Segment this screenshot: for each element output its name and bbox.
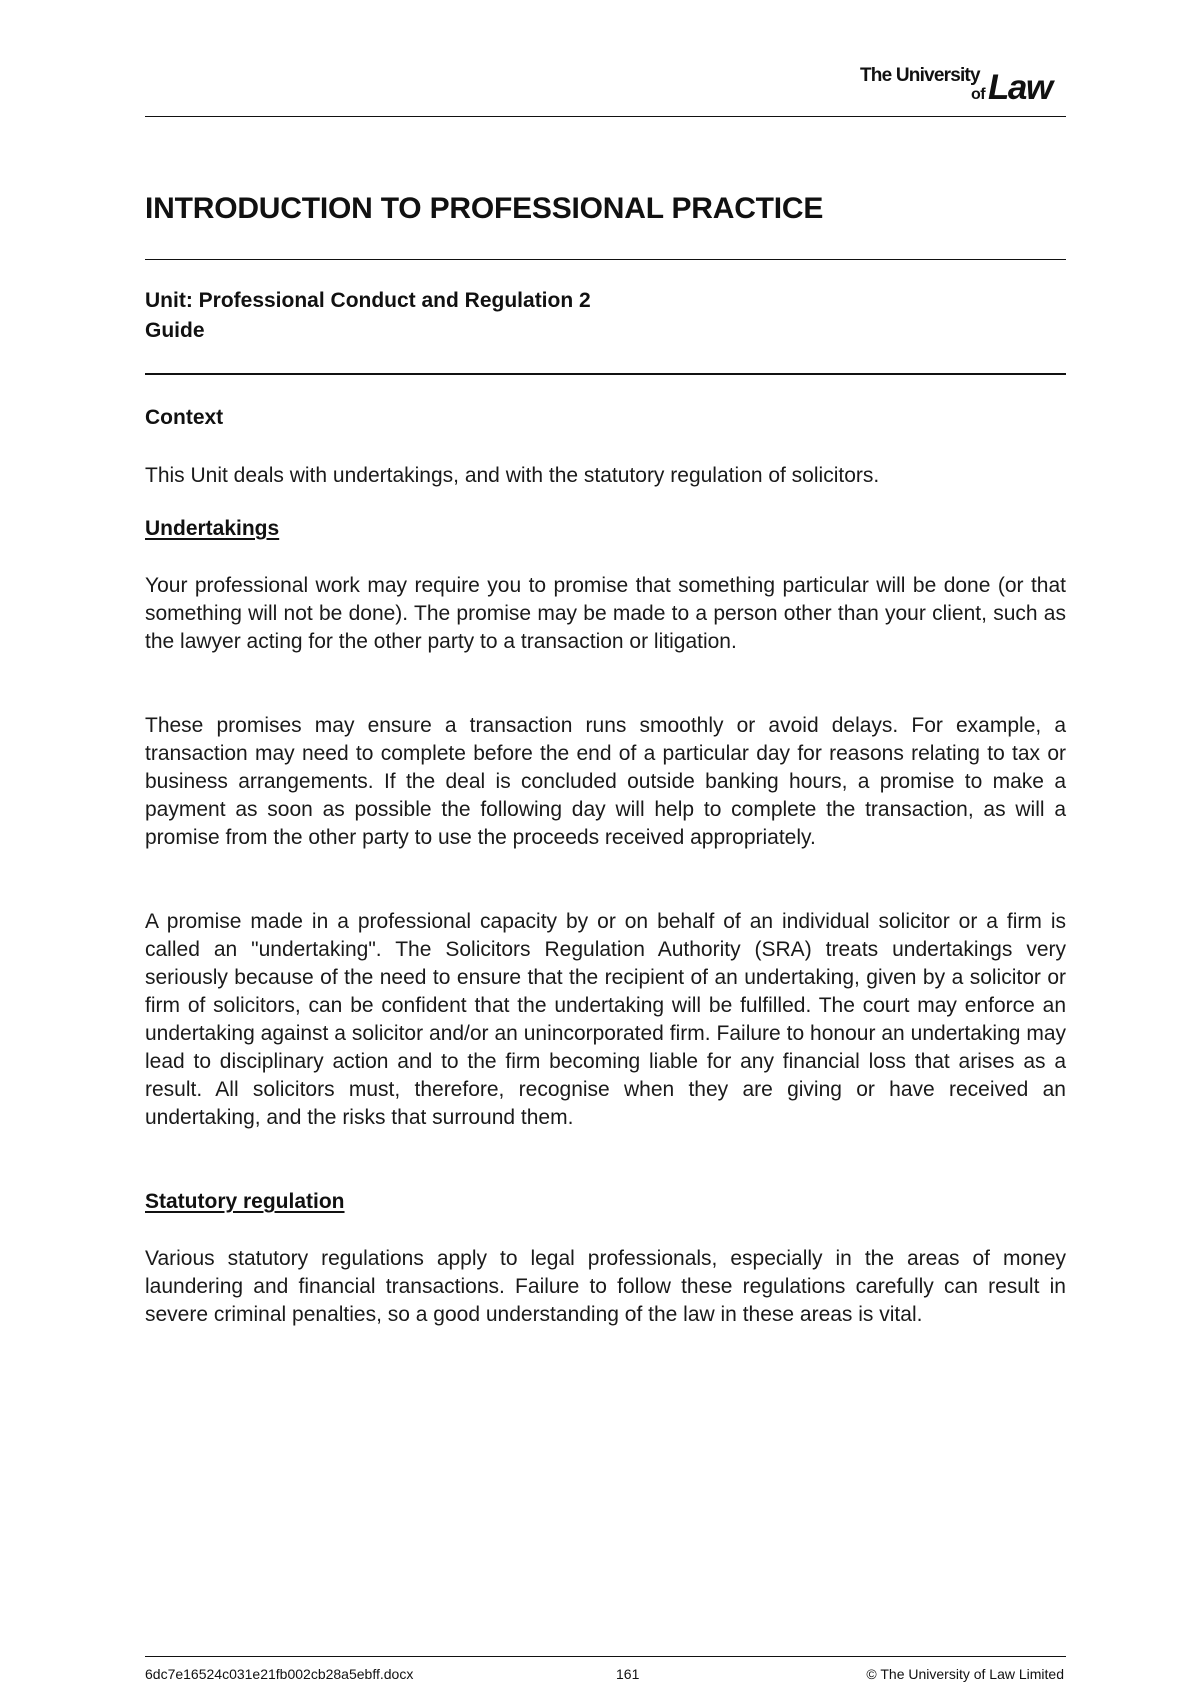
context-heading: Context (145, 406, 224, 429)
undertakings-paragraph-2: These promises may ensure a transaction runs smoothly or avoid delays. For example, a transaction may need to complete before the end of a particular day for reasons relating to tax or business arrangements. If the deal is concluded outside banking hours, a promise to make a payment as soon as possible the following day will help to complete the transaction, as will a promise from the other party to use the proceeds received appropriately. (145, 714, 1066, 849)
university-of-law-logo (860, 62, 1068, 112)
statutory-regulation-heading: Statutory regulation (145, 1190, 345, 1213)
footer-page-number: 161 (616, 1666, 640, 1682)
statutory-regulation-paragraph: Various statutory regulations apply to legal professionals, especially in the areas of money laundering and financial transactions. Failure to follow these regulations carefully can result in severe criminal penalties, so a good understanding of the law in these areas is vital. (145, 1247, 1066, 1326)
document-title: INTRODUCTION TO PROFESSIONAL PRACTICE (145, 192, 824, 225)
undertakings-heading: Undertakings (145, 517, 280, 540)
footer-divider (145, 1656, 1066, 1657)
undertakings-paragraph-1: Your professional work may require you to promise that something particular will be done (or that something will not be done). The promise may be made to a person other than your client, such as the lawyer acting for the other party to a transaction or litigation. (145, 574, 1066, 653)
guide-label: Guide (145, 319, 205, 342)
footer-filename: 6dc7e16524c031e21fb002cb28a5ebff.docx (145, 1666, 414, 1682)
unit-label: Unit: Professional Conduct and Regulation 2 (145, 289, 591, 312)
unit-divider (145, 373, 1066, 375)
title-divider (145, 259, 1066, 260)
undertakings-paragraph-3: A promise made in a professional capacity by or on behalf of an individual solicitor or a firm is called an "undertaking". The Solicitors Regulation Authority (SRA) treats undertakings very seriously because of the need to ensure that the recipient of an undertaking, given by a solicitor or firm of solicitors, can be confident that the undertaking will be fulfilled. The court may enforce an undertaking against a solicitor and/or an unincorporated firm. Failure to honour an undertaking may lead to disciplinary action and to the firm becoming liable for any financial loss that arises as a result. All solicitors must, therefore, recognise when they are giving or have received an undertaking, and the risks that surround them. (145, 910, 1066, 1129)
unit-block (145, 286, 591, 346)
header-divider (145, 116, 1066, 117)
logo-text-the-university: The University (860, 65, 980, 86)
footer-copyright: © The University of Law Limited (866, 1666, 1064, 1682)
intro-paragraph: This Unit deals with undertakings, and with the statutory regulation of solicitors. (145, 464, 880, 487)
logo-text-law: Law (988, 68, 1052, 107)
logo-text-of: of (971, 86, 986, 103)
